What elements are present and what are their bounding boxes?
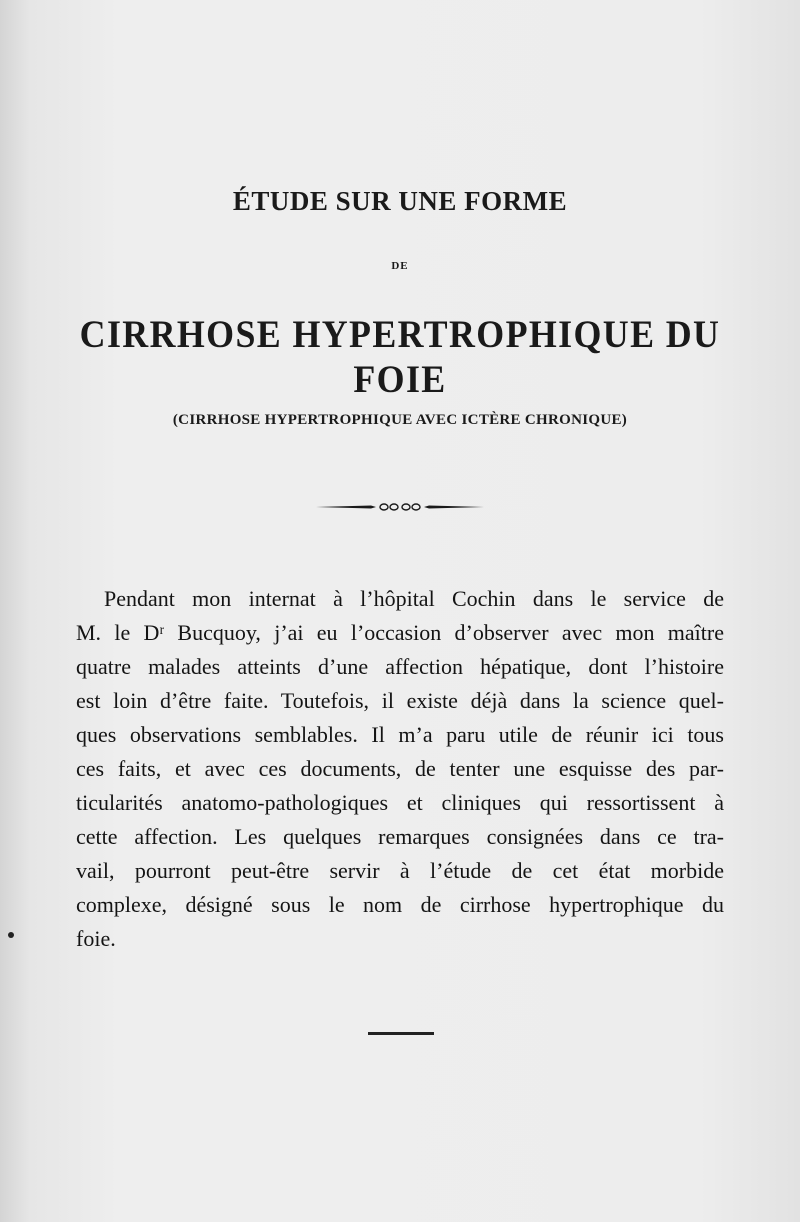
margin-dot bbox=[8, 932, 14, 938]
paragraph-line: Pendant mon internat à l’hôpital Cochin dans le service de bbox=[104, 586, 724, 611]
end-rule bbox=[368, 1032, 434, 1035]
paragraph-line: M. le Dʳ Bucquoy, j’ai eu l’occasion d’observer avec mon maître bbox=[76, 620, 724, 645]
main-title: CIRRHOSE HYPERTROPHIQUE DU FOIE bbox=[79, 313, 721, 401]
ornament-divider bbox=[316, 502, 484, 512]
title-de: DE bbox=[391, 260, 409, 272]
paragraph-line: ticularités anatomo-pathologiques et cliniques qui ressortissent à bbox=[76, 790, 724, 815]
paragraph-line: est loin d’être faite. Toutefois, il existe déjà dans la science quel- bbox=[76, 688, 724, 713]
body-paragraph bbox=[76, 582, 724, 956]
paragraph-line: ces faits, et avec ces documents, de tenter une esquisse des par- bbox=[76, 756, 724, 781]
subtitle: (CIRRHOSE HYPERTROPHIQUE AVEC ICTÈRE CHRONIQUE) bbox=[172, 412, 628, 428]
paragraph-line: foie. bbox=[76, 926, 116, 951]
paragraph-line: ques observations semblables. Il m’a paru utile de réunir ici tous bbox=[76, 722, 724, 747]
paragraph-line: vail, pourront peut-être servir à l’étude de cet état morbide bbox=[76, 858, 724, 883]
paragraph-line: complexe, désigné sous le nom de cirrhose hypertrophique du bbox=[76, 892, 724, 917]
title-line-1: ÉTUDE SUR UNE FORME bbox=[232, 186, 568, 216]
paragraph-line: cette affection. Les quelques remarques consignées dans ce tra- bbox=[76, 824, 724, 849]
paragraph-line: quatre malades atteints d’une affection hépatique, dont l’histoire bbox=[76, 654, 724, 679]
